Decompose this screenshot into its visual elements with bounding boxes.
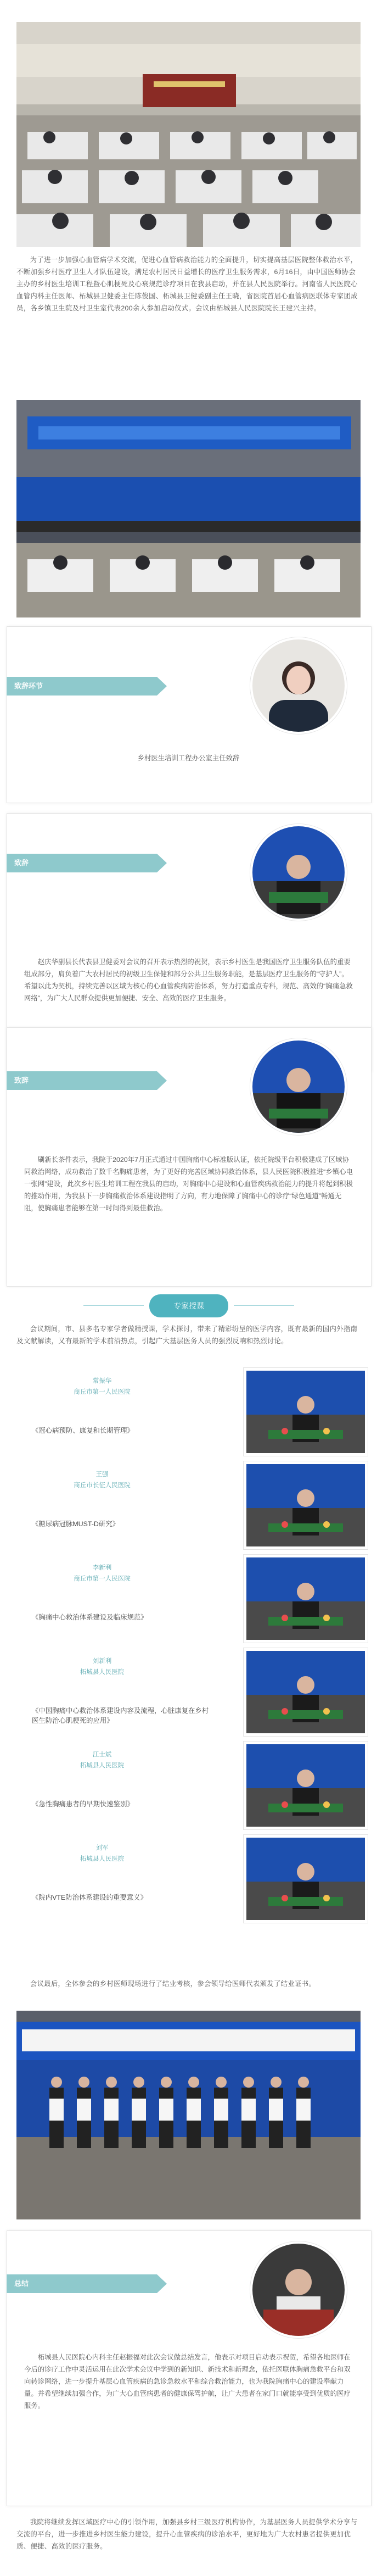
speaker-avatar-2: [250, 824, 347, 921]
group-photo: [16, 2011, 361, 2219]
speaker-avatar-3: [250, 1038, 347, 1135]
experts-banner: 专家授课: [149, 1294, 228, 1317]
section-tag-summary: 总结: [7, 2274, 157, 2293]
speaker-name: 刘新利: [92, 1658, 112, 1665]
speaker-topic: 《冠心病预防、康复和长期管理》: [32, 1427, 134, 1434]
speaker-name: 常振华: [92, 1378, 112, 1384]
speaker-photo: [244, 1742, 368, 1829]
speaker-info: [64, 1562, 140, 1584]
speaker-avatar-summary: [250, 2241, 347, 2338]
footer-paragraph: 我院将继续发挥区域医疗中心的引领作用，加强县乡村三级医疗机构协作，为基层医务人员提供学术分享与交流的平台，进一步推进乡村医生能力建设，提升心血管疾病的诊治水平，更好地为广大农村患者提供更加优质、便捷、高效的医疗服务。: [16, 2518, 358, 2550]
intro-paragraph: 为了进一步加强心血管病学术交流，促进心血管病救治能力的全面提升，切实提高基层医院整体救治水平，不断加强乡村医疗卫生人才队伍建设，满足农村居民日益增长的医疗卫生服务需求，6月16日，由中国医师协会主办的乡村医生培训工程暨心肌梗死及心衰规范诊疗项目在我县启动，并在县人民医院举行。河南省人民医院心血管内科主任医师、柘城县卫健委主任陈俊国、柘城县卫健委副主任王晓，省医院首届心血管病医联体专家团成员，各乡镇卫生院及村卫生室代表200余人参加启动仪式。会议由柘城县人民医院院长王建兴主持。: [16, 256, 358, 312]
speaker-info: [64, 1376, 140, 1398]
speaker-name: 李新利: [92, 1565, 112, 1571]
speaker-name: 王强: [95, 1471, 109, 1478]
speaker-org: 商丘市第一人民医院: [74, 1389, 131, 1395]
speaker-org: 柘城县人民医院: [80, 1669, 125, 1676]
speaker-org: 商丘市长征人民医院: [74, 1482, 131, 1489]
speaker-topic: 《院内VTE防治体系建设的重要意义》: [32, 1894, 147, 1901]
speaker-row: [0, 1742, 377, 1834]
speech-1-paragraph: 赵庆华副县长代表县卫健委对会议的召开表示热烈的祝贺，表示乡村医生是我国医疗卫生服务队伍的重要组成部分，肩负着广大农村居民的初级卫生保健和部分公共卫生服务职能，是基层医疗卫生服务的“守护人”。希望以此为契机，持续完善以区域为核心的心血管疾病防治体系，努力打造重点专科，规范、高效的“胸痛急救网络”，为广大人民群众提供更加便捷、安全、高效的医疗卫生服务。: [24, 958, 353, 1002]
section-tag-speech-2: 致辞: [7, 1071, 157, 1090]
experts-closing: 会议最后，全体参会的乡村医师现场进行了结业考核，参会领导给医师代表颁发了结业证书。: [30, 1980, 316, 1988]
meeting-audience-photo: [16, 22, 361, 247]
stage-banner-photo: [16, 400, 361, 617]
speaker-topic: 《中国胸痛中心救治体系建设内容及流程，心脏康复在乡村医生防治心肌梗死的应用》: [32, 1707, 209, 1724]
speaker-photo: [244, 1835, 368, 1923]
speaker-row: [0, 1461, 377, 1554]
speaker-org: 商丘市第一人民医院: [74, 1576, 131, 1582]
speaker-avatar-1: [250, 637, 347, 734]
speaker-org: 柘城县人民医院: [80, 1856, 125, 1862]
summary-paragraph: 柘城县人民医院心内科主任赵振福对此次会议做总结发言，他表示对项目启动表示祝贺，希望各地医师在今后的诊疗工作中灵活运用在此次学术会议中学到的新知识、新技术和新理念，依托医联体胸痛急救平台和双向转诊网络，进一步提升基层心血管疾病的急诊急救水平和综合救治能力，也为我院胸痛中心的建设奉献力量。并希望继续加强合作，为广大心血管病患者的健康保驾护航，让广大患者在家门口就能享受到优质的医疗服务。: [24, 2354, 351, 2410]
speaker-row: [0, 1368, 377, 1460]
speaker-info: [64, 1749, 140, 1771]
speaker-topic: 《急性胸痛患者的早期快速鉴别》: [32, 1800, 134, 1808]
section-tag-speech-1: 致辞: [7, 854, 157, 872]
speaker-info: [64, 1843, 140, 1865]
speaker-photo: [244, 1461, 368, 1549]
speaker-info: [64, 1656, 140, 1678]
speaker-photo: [244, 1648, 368, 1736]
opening-caption: 乡村医生培训工程办公室主任致辞: [137, 754, 240, 762]
speech-2-paragraph: 刷新长茶件表示，我院于2020年7月正式通过中国胸痛中心标准版认证，依托院级平台积极建成了区域协同救治网络，成功救治了数千名胸痛患者，为了更好的完善区域协同救治体系，县人民医院积极推进“乡镇心电一张网”建设，此次乡村医生培训工程在我县的启动，对胸痛中心建设和心血管疾病救治能力的提升将起到积极的推动作用，为我县下一步胸痛救治体系建设指明了方向，有力地保障了胸痛中心的诊疗“绿色通道”畅通无阻，使胸痛患者能够在第一时间得到最佳救治。: [24, 1156, 353, 1212]
speaker-row: [0, 1648, 377, 1740]
speaker-info: [64, 1469, 140, 1491]
speaker-topic: 《胸痛中心救治体系建设及临床规范》: [32, 1614, 148, 1621]
speaker-row: [0, 1835, 377, 1927]
speaker-photo: [244, 1368, 368, 1456]
experts-intro: 会议期间，市、县多名专家学者做精授课，学术探讨，带来了精彩纷呈的医学内容，既有最新的国内外指南及文献解读，又有最新的学术前沿热点，引起广大基层医务人员的强烈反响和热烈讨论。: [16, 1325, 358, 1345]
speaker-name: 江士斌: [92, 1751, 112, 1758]
speaker-name: 刘军: [95, 1845, 109, 1851]
speaker-row: [0, 1555, 377, 1647]
section-tag-opening: 致辞环节: [7, 677, 157, 696]
speaker-photo: [244, 1555, 368, 1643]
speaker-org: 柘城县人民医院: [80, 1762, 125, 1769]
speaker-topic: 《糖尿病冠脉MUST-D研究》: [32, 1520, 120, 1528]
